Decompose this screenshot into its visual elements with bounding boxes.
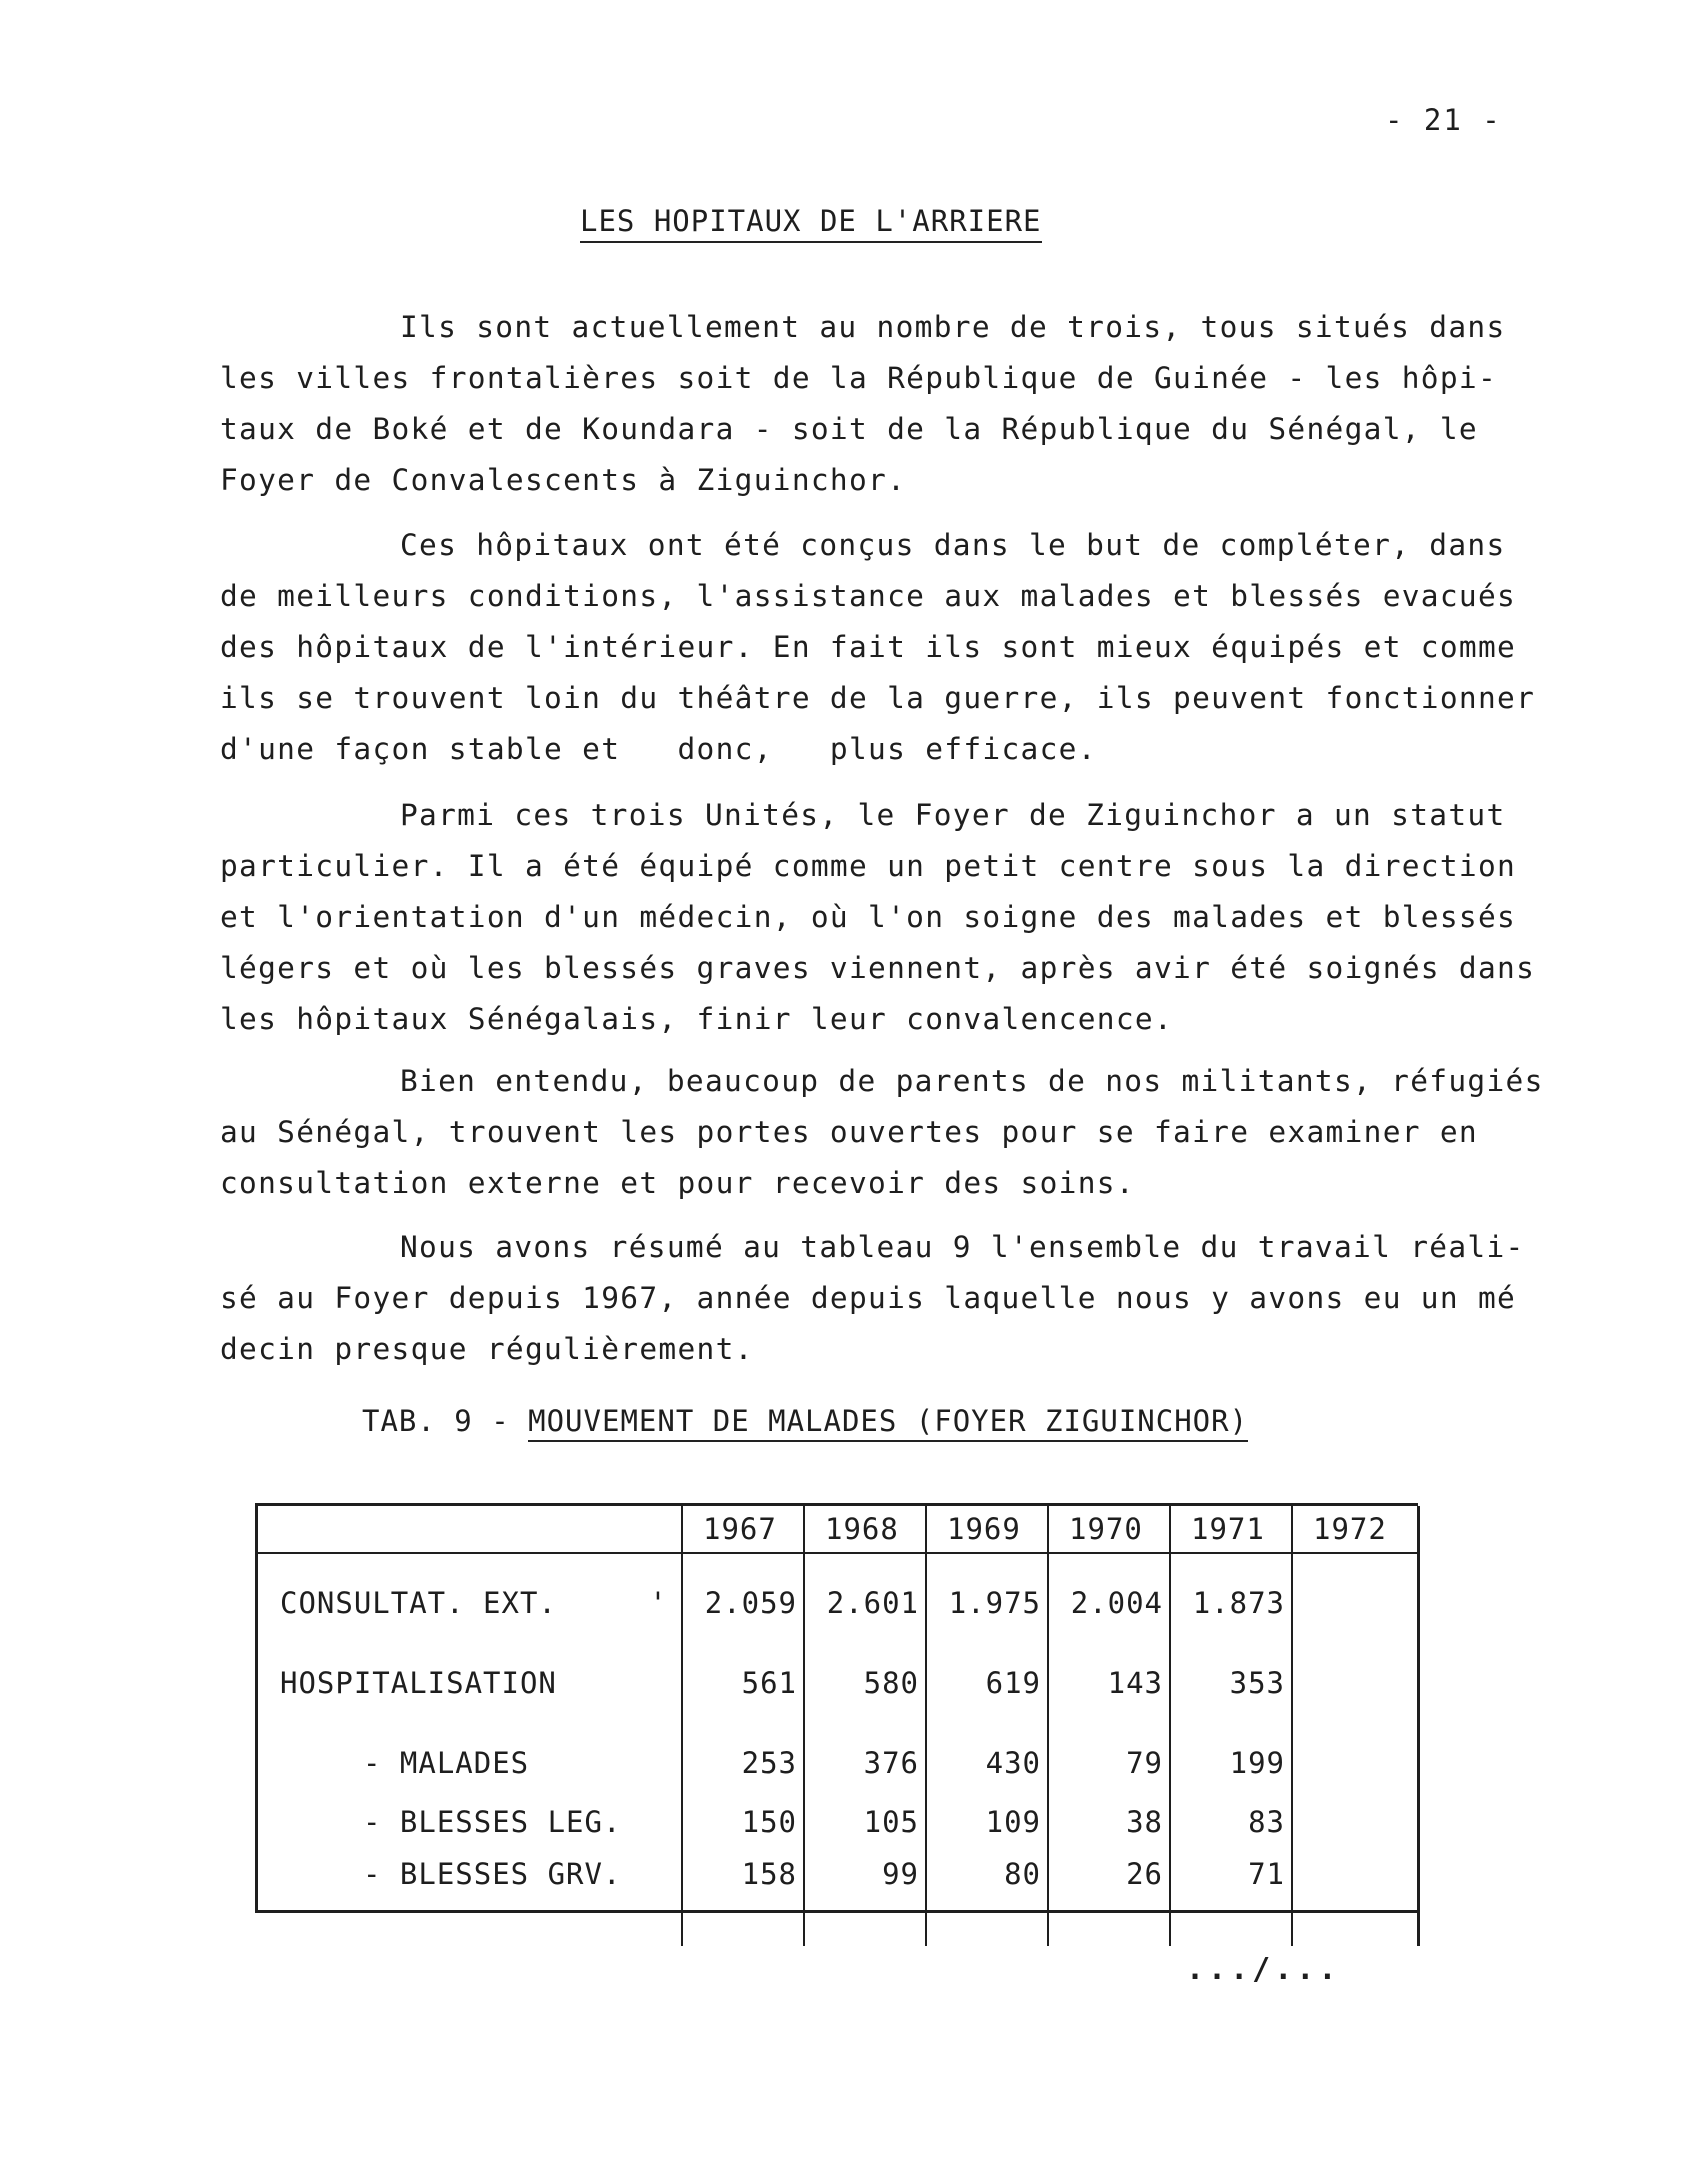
row-label: - BLESSES LEG. bbox=[363, 1805, 622, 1839]
table-cell: 1.873 bbox=[1170, 1553, 1292, 1634]
row-label: - MALADES bbox=[363, 1746, 530, 1780]
table-cell: 561 bbox=[682, 1634, 804, 1714]
text-line: decin presque régulièrement. bbox=[220, 1332, 754, 1366]
text-line: consultation externe et pour recevoir des soins. bbox=[220, 1166, 1135, 1200]
empty-cell bbox=[258, 1900, 682, 1946]
text-line: et l'orientation d'un médecin, où l'on soigne des malades et blessés bbox=[220, 900, 1517, 934]
empty-cell bbox=[1292, 1900, 1418, 1946]
table-cell: 105 bbox=[804, 1796, 926, 1848]
text-line: de meilleurs conditions, l'assistance aux malades et blessés evacués bbox=[220, 579, 1517, 613]
table-caption-prefix: TAB. 9 - bbox=[362, 1404, 529, 1438]
text-line: ils se trouvent loin du théâtre de la guerre, ils peuvent fonctionner bbox=[220, 681, 1536, 715]
paragraph-4 bbox=[220, 1056, 1605, 1209]
empty-cell bbox=[1170, 1900, 1292, 1946]
year-header: 1970 bbox=[1048, 1506, 1170, 1553]
table-caption bbox=[362, 1404, 1248, 1438]
empty-cell bbox=[1048, 1900, 1170, 1946]
year-header: 1972 bbox=[1292, 1506, 1418, 1553]
table-cell bbox=[1292, 1796, 1418, 1848]
section-heading: LES HOPITAUX DE L'ARRIERE bbox=[580, 204, 1042, 243]
table-cell: 71 bbox=[1170, 1848, 1292, 1900]
table-cell: 353 bbox=[1170, 1634, 1292, 1714]
table-cell: 253 bbox=[682, 1714, 804, 1796]
text-line: Ces hôpitaux ont été conçus dans le but de compléter, dans bbox=[400, 528, 1506, 562]
table-cell: 2.004 bbox=[1048, 1553, 1170, 1634]
empty-cell bbox=[804, 1900, 926, 1946]
patient-movement-table bbox=[258, 1506, 1420, 1946]
table-row bbox=[258, 1796, 1418, 1848]
text-line: les villes frontalières soit de la République de Guinée - les hôpi- bbox=[220, 361, 1498, 395]
table-cell: 80 bbox=[926, 1848, 1048, 1900]
row-label: - BLESSES GRV. bbox=[363, 1857, 622, 1891]
table-cell bbox=[1292, 1714, 1418, 1796]
table-row bbox=[258, 1553, 1418, 1634]
statistics-table bbox=[255, 1503, 1418, 1913]
table-cell: 83 bbox=[1170, 1796, 1292, 1848]
year-header: 1968 bbox=[804, 1506, 926, 1553]
table-caption-title: MOUVEMENT DE MALADES (FOYER ZIGUINCHOR) bbox=[528, 1404, 1248, 1442]
empty-cell bbox=[682, 1900, 804, 1946]
table-cell: 38 bbox=[1048, 1796, 1170, 1848]
empty-cell bbox=[926, 1900, 1048, 1946]
table-cell: 109 bbox=[926, 1796, 1048, 1848]
table-cell: 26 bbox=[1048, 1848, 1170, 1900]
table-cell: 158 bbox=[682, 1848, 804, 1900]
table-cell: 2.601 bbox=[804, 1553, 926, 1634]
table-corner-cell bbox=[258, 1506, 682, 1553]
text-line: des hôpitaux de l'intérieur. En fait ils sont mieux équipés et comme bbox=[220, 630, 1517, 664]
paragraph-2 bbox=[220, 520, 1605, 775]
row-label: HOSPITALISATION bbox=[280, 1666, 557, 1700]
text-line: Ils sont actuellement au nombre de trois, tous situés dans bbox=[400, 310, 1506, 344]
text-line: d'une façon stable et donc, plus efficace. bbox=[220, 732, 1097, 766]
table-cell: 619 bbox=[926, 1634, 1048, 1714]
paragraph-3 bbox=[220, 790, 1605, 1045]
year-header: 1969 bbox=[926, 1506, 1048, 1553]
page-number: - 21 - bbox=[1385, 103, 1502, 137]
table-cell: 150 bbox=[682, 1796, 804, 1848]
table-cell: 1.975 bbox=[926, 1553, 1048, 1634]
continuation-mark: .../... bbox=[1186, 1952, 1341, 1987]
table-cell: 580 bbox=[804, 1634, 926, 1714]
table-cell: 79 bbox=[1048, 1714, 1170, 1796]
text-line: au Sénégal, trouvent les portes ouvertes pour se faire examiner en bbox=[220, 1115, 1478, 1149]
text-line: sé au Foyer depuis 1967, année depuis laquelle nous y avons eu un mé bbox=[220, 1281, 1517, 1315]
table-cell: 143 bbox=[1048, 1634, 1170, 1714]
table-cell bbox=[1292, 1848, 1418, 1900]
table-cell: 430 bbox=[926, 1714, 1048, 1796]
year-header: 1971 bbox=[1170, 1506, 1292, 1553]
table-cell bbox=[1292, 1553, 1418, 1634]
table-header-row bbox=[258, 1506, 1418, 1553]
paragraph-5 bbox=[220, 1222, 1605, 1375]
text-line: légers et où les blessés graves viennent, après avir été soignés dans bbox=[220, 951, 1536, 985]
table-row bbox=[258, 1634, 1418, 1714]
row-label: CONSULTAT. EXT. ' bbox=[280, 1586, 668, 1620]
text-line: taux de Boké et de Koundara - soit de la République du Sénégal, le bbox=[220, 412, 1478, 446]
table-cell: 99 bbox=[804, 1848, 926, 1900]
table-cell: 2.059 bbox=[682, 1553, 804, 1634]
table-cell bbox=[1292, 1634, 1418, 1714]
text-line: particulier. Il a été équipé comme un petit centre sous la direction bbox=[220, 849, 1517, 883]
table-cell: 199 bbox=[1170, 1714, 1292, 1796]
text-line: Nous avons résumé au tableau 9 l'ensemble du travail réali- bbox=[400, 1230, 1525, 1264]
paragraph-1 bbox=[220, 302, 1605, 506]
text-line: Bien entendu, beaucoup de parents de nos militants, réfugiés bbox=[400, 1064, 1544, 1098]
text-line: Foyer de Convalescents à Ziguinchor. bbox=[220, 463, 907, 497]
text-line: les hôpitaux Sénégalais, finir leur convalencence. bbox=[220, 1002, 1174, 1036]
year-header: 1967 bbox=[682, 1506, 804, 1553]
table-cell: 376 bbox=[804, 1714, 926, 1796]
table-row bbox=[258, 1714, 1418, 1796]
text-line: Parmi ces trois Unités, le Foyer de Ziguinchor a un statut bbox=[400, 798, 1506, 832]
table-row bbox=[258, 1848, 1418, 1900]
table-padding-row bbox=[258, 1900, 1418, 1946]
